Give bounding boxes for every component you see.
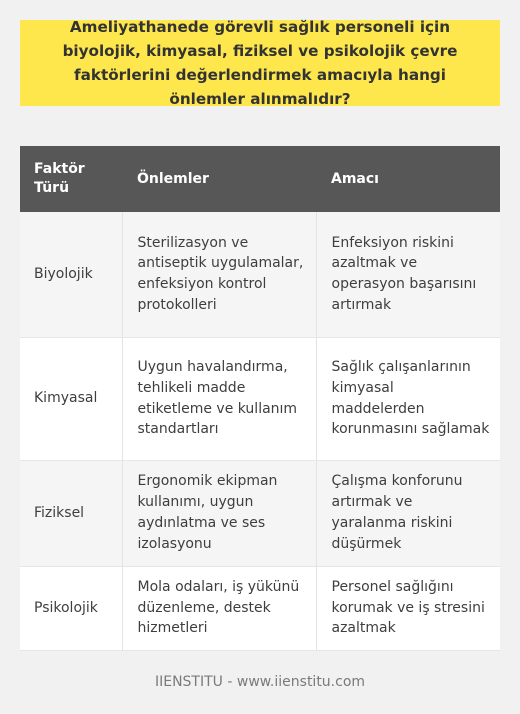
header-measures: Önlemler xyxy=(122,146,316,212)
cell-purpose: Personel sağlığını korumak ve iş stresini azaltmak xyxy=(316,566,500,650)
table-header-row xyxy=(20,146,500,212)
table-row xyxy=(20,212,500,337)
table-body xyxy=(20,212,500,650)
table-header xyxy=(20,146,500,212)
factors-table-container xyxy=(20,146,500,651)
cell-measures: Sterilizasyon ve antiseptik uygulamalar, enfeksiyon kontrol protokolleri xyxy=(122,212,316,337)
footer-site-credit: IIENSTITU - www.iienstitu.com xyxy=(154,674,366,690)
cell-factor: Kimyasal xyxy=(20,337,122,460)
cell-purpose: Çalışma konforunu artırmak ve yaralanma riskini düşürmek xyxy=(316,460,500,566)
question-banner xyxy=(20,20,500,106)
table-row xyxy=(20,460,500,566)
factors-table xyxy=(20,146,500,651)
header-purpose: Amacı xyxy=(316,146,500,212)
cell-measures: Mola odaları, iş yükünü düzenleme, destek hizmetleri xyxy=(122,566,316,650)
table-row xyxy=(20,337,500,460)
cell-factor: Fiziksel xyxy=(20,460,122,566)
cell-measures: Uygun havalandırma, tehlikeli madde etiketleme ve kullanım standartları xyxy=(122,337,316,460)
cell-measures: Ergonomik ekipman kullanımı, uygun aydınlatma ve ses izolasyonu xyxy=(122,460,316,566)
table-row xyxy=(20,566,500,650)
cell-purpose: Sağlık çalışanlarının kimyasal maddelerden korunmasını sağlamak xyxy=(316,337,500,460)
question-text: Ameliyathanede görevli sağlık personeli için biyolojik, kimyasal, fiziksel ve psikolojik çevre faktörlerini değerlendirmek amacıyla hangi önlemler alınmalıdır? xyxy=(62,18,458,108)
cell-factor: Psikolojik xyxy=(20,566,122,650)
header-factor-type: Faktör Türü xyxy=(20,146,122,212)
cell-purpose: Enfeksiyon riskini azaltmak ve operasyon başarısını artırmak xyxy=(316,212,500,337)
cell-factor: Biyolojik xyxy=(20,212,122,337)
